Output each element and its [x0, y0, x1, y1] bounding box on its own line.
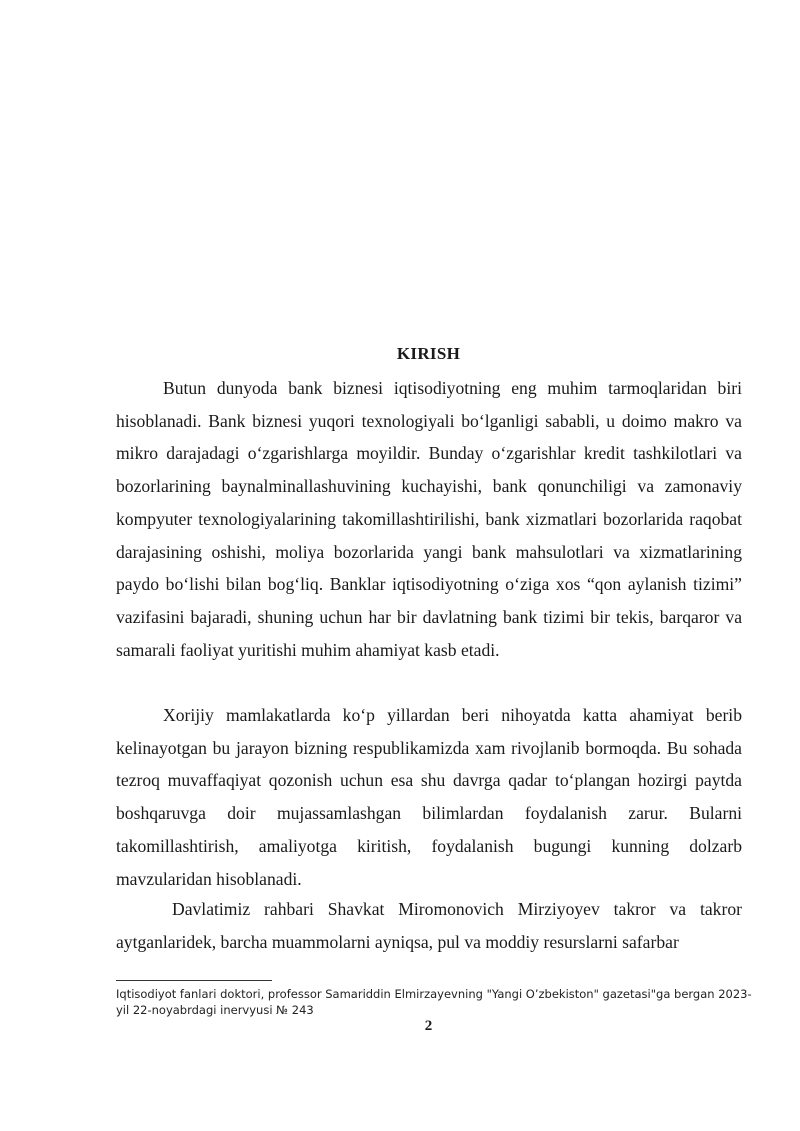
paragraph-2: [116, 699, 742, 895]
footnote-separator: [116, 980, 272, 981]
paragraph-text: Davlatimiz rahbari Shavkat Miromonovich Mirziyoyev takror va takror aytganlaridek, barcha muammolarni ayniqsa, pul va moddiy resurslarni safarbar: [116, 899, 742, 952]
paragraph-text: Butun dunyoda bank biznesi iqtisodiyotning eng muhim tarmoqlaridan biri hisoblanadi. Bank biznesi yuqori texnologiyali bo‘lganligi sababli, u doimo makro va mikro darajadagi o‘zgarishlarga moyildir. Bunday o‘zgarishlar kredit tashkilotlari va bozorlarining baynalminallashuvining kuchayishi, bank qonunchiligi va zamonaviy kompyuter texnologiyalarining takomillashtirilishi, bank xizmatlari bozorlarida raqobat darajasining oshishi, moliya bozorlarida yangi bank mahsulotlari va xizmatlarining paydo bo‘lishi bilan bog‘liq. Banklar iqtisodiyotning o‘ziga xos “qon aylanish tizimi” vazifasini bajaradi, shuning uchun har bir davlatning bank tizimi bir tekis, barqaror va samarali faoliyat yuritishi muhim ahamiyat kasb etadi.: [116, 378, 742, 660]
paragraph-1: [116, 372, 742, 666]
paragraph-text: Xorijiy mamlakatlarda ko‘p yillardan beri nihoyatda katta ahamiyat berib kelinayotgan bu jarayon bizning respublikamizda xam rivojlanib bormoqda. Bu sohada tezroq muvaffaqiyat qozonish uchun esa shu davrga qadar to‘plangan hozirgi paytda boshqaruvga doir mujassamlashgan bilimlardan foydalanish zarur. Bularni takomillashtirish, amaliyotga kiritish, foydalanish bugungi kunning dolzarb mavzularidan hisoblanadi.: [116, 705, 742, 889]
paragraph-3: [116, 893, 742, 958]
page-number: 2: [424, 1018, 433, 1034]
footnote: Iqtisodiyot fanlari doktori, professor Samariddin Elmirzayevning "Yangi O’zbekiston" gazetasi"ga bergan 2023-yil 22-noyabrdagi inervyusi № 243: [116, 987, 752, 1017]
section-heading: KIRISH: [396, 344, 461, 363]
